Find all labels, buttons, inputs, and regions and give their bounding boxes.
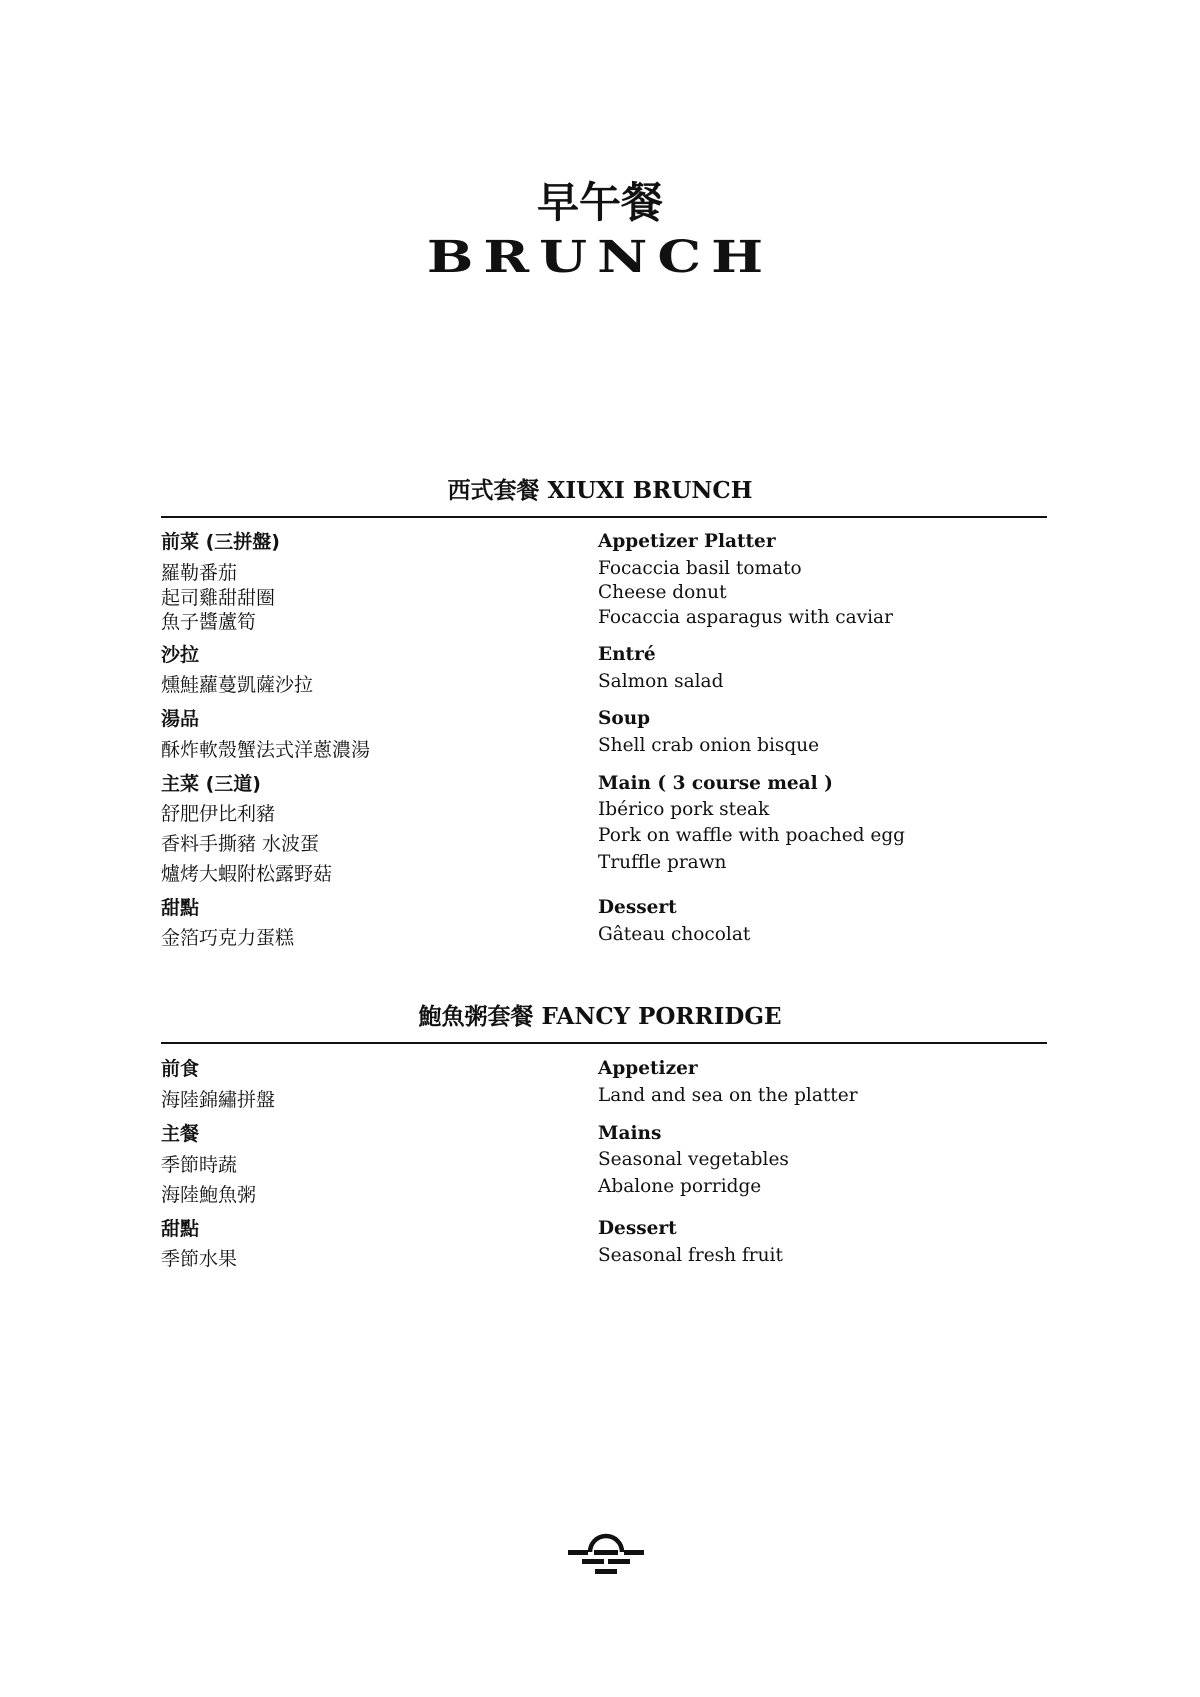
course-heading-en: Main ( 3 course meal ) bbox=[598, 773, 833, 794]
sun-horizon-logo-icon bbox=[566, 1530, 646, 1585]
course-heading-en: Appetizer bbox=[598, 1058, 698, 1079]
menu-item-en: Seasonal vegetables bbox=[598, 1149, 789, 1170]
menu-item-en: Salmon salad bbox=[598, 671, 724, 692]
section-divider bbox=[161, 516, 1047, 518]
menu-item-cn: 季節水果 bbox=[161, 1248, 238, 1270]
course-heading-en: Dessert bbox=[598, 897, 677, 918]
section-divider bbox=[161, 1042, 1047, 1044]
menu-item-en: Gâteau chocolat bbox=[598, 924, 751, 945]
menu-item-cn: 酥炸軟殼蟹法式洋蔥濃湯 bbox=[161, 739, 371, 761]
menu-item-cn: 海陸錦繡拼盤 bbox=[161, 1089, 276, 1111]
menu-item-cn: 季節時蔬 bbox=[161, 1154, 238, 1176]
menu-item-en: Focaccia asparagus with caviar bbox=[598, 607, 893, 628]
menu-item-cn: 金箔巧克力蛋糕 bbox=[161, 927, 295, 949]
section-title-xiuxi-brunch: 西式套餐 XIUXI BRUNCH bbox=[447, 477, 753, 504]
menu-item-cn: 爐烤大蝦附松露野菇 bbox=[161, 863, 333, 885]
menu-item-en: Ibérico pork steak bbox=[598, 799, 770, 820]
menu-item-en: Shell crab onion bisque bbox=[598, 735, 820, 756]
menu-item-cn: 燻鮭蘿蔓凱薩沙拉 bbox=[161, 674, 314, 696]
course-heading-cn: 甜點 bbox=[161, 1218, 200, 1240]
menu-item-en: Land and sea on the platter bbox=[598, 1085, 858, 1106]
course-heading-cn: 湯品 bbox=[161, 708, 200, 730]
menu-item-en: Focaccia basil tomato bbox=[598, 558, 802, 579]
course-heading-cn: 主菜 (三道) bbox=[161, 773, 261, 795]
course-heading-cn: 前食 bbox=[161, 1058, 200, 1080]
course-heading-cn: 主餐 bbox=[161, 1123, 200, 1145]
menu-item-cn: 魚子醬蘆筍 bbox=[161, 611, 257, 633]
menu-item-en: Pork on waffle with poached egg bbox=[598, 825, 906, 846]
menu-item-en: Abalone porridge bbox=[598, 1176, 762, 1197]
menu-item-en: Cheese donut bbox=[598, 582, 727, 603]
course-heading-en: Mains bbox=[598, 1123, 662, 1144]
course-heading-cn: 沙拉 bbox=[161, 644, 200, 666]
menu-item-en: Seasonal fresh fruit bbox=[598, 1245, 783, 1266]
menu-item-en: Truffle prawn bbox=[598, 852, 727, 873]
menu-item-cn: 羅勒番茄 bbox=[161, 562, 238, 584]
course-heading-cn: 前菜 (三拼盤) bbox=[161, 531, 280, 553]
menu-item-cn: 起司雞甜甜圈 bbox=[161, 587, 276, 609]
menu-item-cn: 海陸鮑魚粥 bbox=[161, 1184, 257, 1206]
page-title-english: BRUNCH bbox=[426, 232, 774, 283]
page-title-chinese: 早午餐 bbox=[536, 178, 663, 227]
menu-item-cn: 香料手撕豬 水波蛋 bbox=[161, 833, 320, 855]
menu-item-cn: 舒肥伊比利豬 bbox=[161, 803, 276, 825]
course-heading-en: Soup bbox=[598, 708, 651, 729]
course-heading-en: Dessert bbox=[598, 1218, 677, 1239]
course-heading-cn: 甜點 bbox=[161, 897, 200, 919]
course-heading-en: Entré bbox=[598, 644, 656, 665]
section-title-fancy-porridge: 鮑魚粥套餐 FANCY PORRIDGE bbox=[418, 1003, 782, 1030]
course-heading-en: Appetizer Platter bbox=[598, 531, 776, 552]
